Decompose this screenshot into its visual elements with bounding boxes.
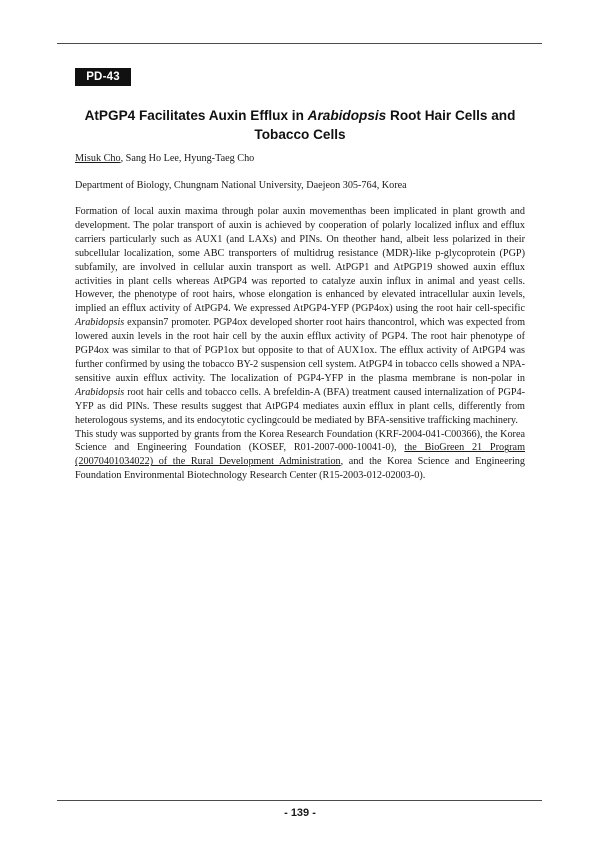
abstract-paragraph xyxy=(75,205,525,428)
page-number: - 139 - xyxy=(284,807,316,819)
co-authors: , Sang Ho Lee, Hyung-Taeg Cho xyxy=(120,153,255,164)
bottom-rule xyxy=(57,800,542,801)
abstract-italic-2: Arabidopsis xyxy=(75,386,125,398)
title-part-1: AtPGP4 Facilitates Auxin Efflux in xyxy=(84,108,308,123)
affiliation: Department of Biology, Chungnam National University, Daejeon 305-764, Korea xyxy=(75,180,407,191)
title-italic: Arabidopsis xyxy=(307,108,387,123)
abstract-italic-1: Arabidopsis xyxy=(75,317,125,329)
paper-title xyxy=(60,106,540,144)
abstract-body xyxy=(75,205,525,483)
ack-text-1: This study was supported by grants from the Korea Research Foundation (KRF-2004-041-C00366), the Korea Science and Engineering Foundation (KOSEF, R01-2007-000-10041-0), xyxy=(75,428,525,454)
abstract-text-3: root hair cells and tobacco cells. A brefeldin-A (BFA) treatment caused internalization of PGP4-YFP as did PINs. These results suggest that AtPGP4 mediates auxin efflux in plant cells, differently from heterologous systems, and its endocytotic cyclingcould be mediated by BFA-sensitive trafficking machinery. xyxy=(75,386,525,426)
presenting-author: Misuk Cho xyxy=(75,153,121,164)
abstract-text-2: expansin7 promoter. PGP4ox developed shorter root hairs thancontrol, which was expected from lowered auxin levels in the root hair cell by the auxin efflux activity of PGP4. The root hair phenotype of PGP4ox was similar to that of PGP1ox but opposite to that of AUX1ox. The efflux activity of AtPGP4 was further confirmed by using the tobacco BY-2 suspension cell system. AtPGP4 in tobacco cells showed a NPA-sensitive auxin efflux activity. The localization of PGP4-YFP in the plasma membrane is non-polar in xyxy=(75,317,525,384)
ack-underlined: the BioGreen 21 Program (20070401034022) of the Rural Development Administration xyxy=(75,442,525,468)
title-part-2: Root Hair Cells and Tobacco Cells xyxy=(254,108,516,142)
session-badge: PD-43 xyxy=(75,68,131,86)
ack-text-2: , and the Korea Science and Engineering Foundation Environmental Biotechnology Research Center (R15-2003-012-02003-0). xyxy=(75,456,525,482)
author-list xyxy=(75,152,254,166)
acknowledgement-paragraph xyxy=(75,428,525,484)
abstract-text-1: Formation of local auxin maxima through polar auxin movementhas been implicated in plant growth and development. The polar transport of auxin is achieved by cooperation of polarly localized influx and efflux carriers particularly such as AUX1 (and LAXs) and PINs. On theother hand, albeit less polarized in their subcellular localization, some ABC transporters of multidrug resistance (MDR)-like p-glycoprotein (PGP) subfamily, are involved in cellular auxin transport as well. AtPGP1 and AtPGP19 showed auxin efflux activities in plant cells whereas AtPGP4 was reported to catalyze auxin influx in animal and yeast cells. However, the phenotype of root hairs, whose elongation is enhanced by elevated intracellular auxin levels, implied an efflux activity of AtPGP4. We expressed AtPGP4-YFP (PGP4ox) using the root hair cell-specific xyxy=(75,206,525,315)
top-rule xyxy=(57,43,542,44)
